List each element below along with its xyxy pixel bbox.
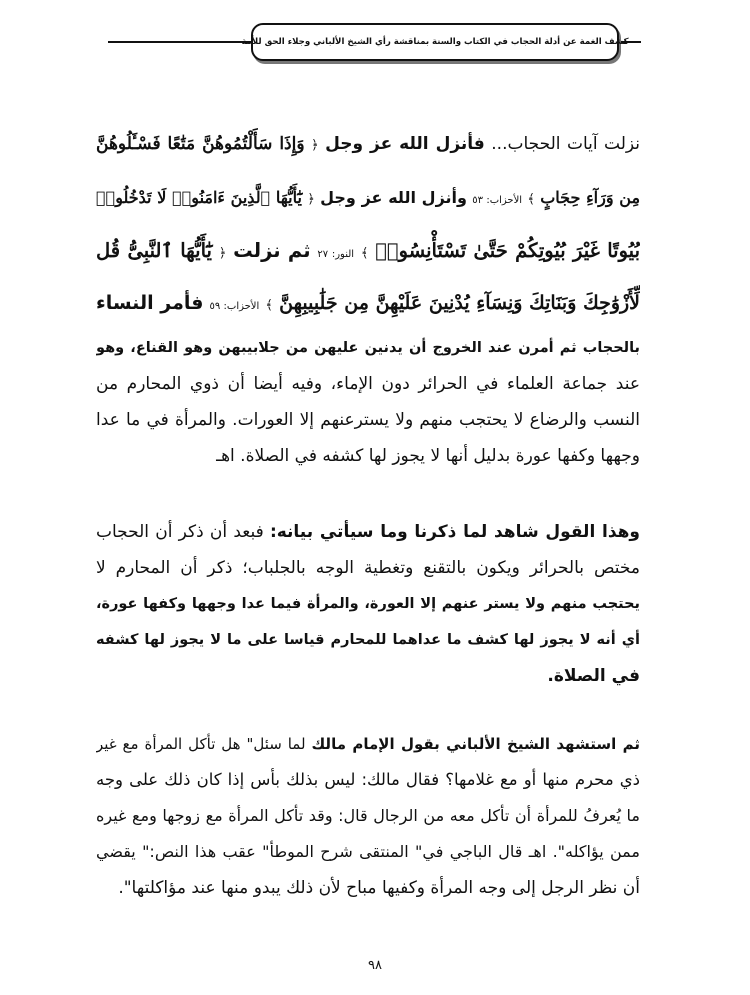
quran-verse: مِن وَرَآءِ حِجَابٍ [540,188,640,207]
p1-line-8: وجهها وكفها عورة بدليل أنها لا يجوز لها كشفه في الصلاة. اهـ [216,446,640,466]
p2-line-1: وهذا القول شاهد لما ذكرنا وما سيأتي بيانه: فبعد أن ذكر أن الحجاب [96,522,640,542]
p1-line-2: مِن وَرَآءِ حِجَابٍ ﴾ الأحزاب: ٥٣ وأنزل الله عز وجل ﴿ يَٰٓأَيُّهَا ٱلَّذِينَ ءَامَنُوا۟ لَا تَدْخُلُوا۟ [96,188,640,207]
p1-line-6: عند جماعة العلماء في الحرائر دون الإماء، وفيه أيضا أن ذوي المحارم من [96,374,640,394]
p1-line-1: نزلت آيات الحجاب... فأنزل الله عز وجل ﴿ وَإِذَا سَأَلْتُمُوهُنَّ مَتَٰعًا فَسْـَٔلُوهُنَّ [96,134,640,154]
ornament-close: ﴾ [265,298,274,313]
verse-reference: الأحزاب: ٥٣ [472,195,523,206]
p3-line-3: ما يُعرفُ للمرأة أن تأكل معه من الرجال قال: وقد تأكل المرأة مع زوجها ومع غيره [96,806,640,825]
ornament-close: ﴾ [527,192,535,207]
p2-line-2: مختص بالحرائر ويكون بالتقنع وتغطية الوجه بالجلباب؛ ذكر أن المحارم لا [96,558,640,578]
p3-line-5: أن نظر الرجل إلى وجه المرأة وكفيها مباح لأن ذلك يبدو منها عند مؤاكلتها". [118,878,640,898]
page-number: ٩٨ [368,958,382,973]
paragraph-2 [96,514,640,694]
running-header [241,23,629,61]
p3-line-2: ذي محرم منها أو مع غلامها؟ فقال مالك: ليس بذلك بأس إذا كان ذلك على وجه [96,770,640,789]
quran-verse: لِّأَزْوَٰجِكَ وَبَنَاتِكَ وَنِسَآءِ يُدْنِينَ عَلَيْهِنَّ مِن جَلَٰبِيبِهِنَّ [279,292,640,314]
paragraph-1 [96,118,640,474]
ornament-close: ﴾ [360,246,369,261]
p1-line-5: بالحجاب ثم أمرن عند الخروج أن يدنين عليهن من جلابيبهن وهو القناع، وهو [96,340,640,356]
quran-verse: بُيُوتًا غَيْرَ بُيُوتِكُمْ حَتَّىٰ تَسْتَأْنِسُوا۟ [375,239,640,262]
p2-line-4: أي أنه لا يجوز لها كشف ما عداهما للمحارم قياسا على ما لا يجوز لها كشفه [96,632,640,648]
ornament-open: ﴿ [218,246,227,261]
p1-line-7: النسب والرضاع لا يحتجب منهم ولا يسترعنهم إلا العورات. والمرأة في ما عدا [96,410,640,430]
header-rule-left [108,41,253,43]
p3-line-4: ممن يؤاكله". اهـ قال الباجي في" المنتقى شرح الموطأ" عقب هذا النص:" يقضي [96,842,640,861]
header-title: كشف الغمة عن أدلة الحجاب في الكتاب والسنة بمناقشة رأي الشيخ الألباني وجلاء الحق للأمة [241,37,629,47]
p3-line-1: ثم استشهد الشيخ الألباني بقول الإمام مالك لما سئل" هل تأكل المرأة مع غير [96,735,640,753]
quran-verse: يَٰٓأَيُّهَا ٱلنَّبِىُّ قُل [96,239,212,262]
p1-line-4: لِّأَزْوَٰجِكَ وَبَنَاتِكَ وَنِسَآءِ يُدْنِينَ عَلَيْهِنَّ مِن جَلَٰبِيبِهِنَّ ﴾ الأحزاب: ٥٩ فأمر النساء [96,292,640,314]
ornament-open: ﴿ [311,138,319,153]
p2-line-3: يحتجب منهم ولا يستر عنهم إلا العورة، والمرأة فيما عدا وجهها وكفها عورة، [96,596,640,612]
quran-verse: يَٰٓأَيُّهَا ٱلَّذِينَ ءَامَنُوا۟ لَا تَدْخُلُوا۟ [96,188,302,207]
p2-line-5: في الصلاة. [547,666,640,686]
verse-reference: الأحزاب: ٥٩ [209,301,260,312]
verse-reference: النور: ٢٧ [317,249,355,260]
ornament-open: ﴿ [307,192,315,207]
p1-line-3: بُيُوتًا غَيْرَ بُيُوتِكُمْ حَتَّىٰ تَسْتَأْنِسُوا۟ ﴾ النور: ٢٧ ثم نزلت ﴿ يَٰٓأَيُّهَا ٱلنَّبِىُّ قُل [96,239,640,262]
paragraph-3 [96,726,640,906]
quran-verse: وَإِذَا سَأَلْتُمُوهُنَّ مَتَٰعًا فَسْـَٔلُوهُنَّ [96,134,305,154]
